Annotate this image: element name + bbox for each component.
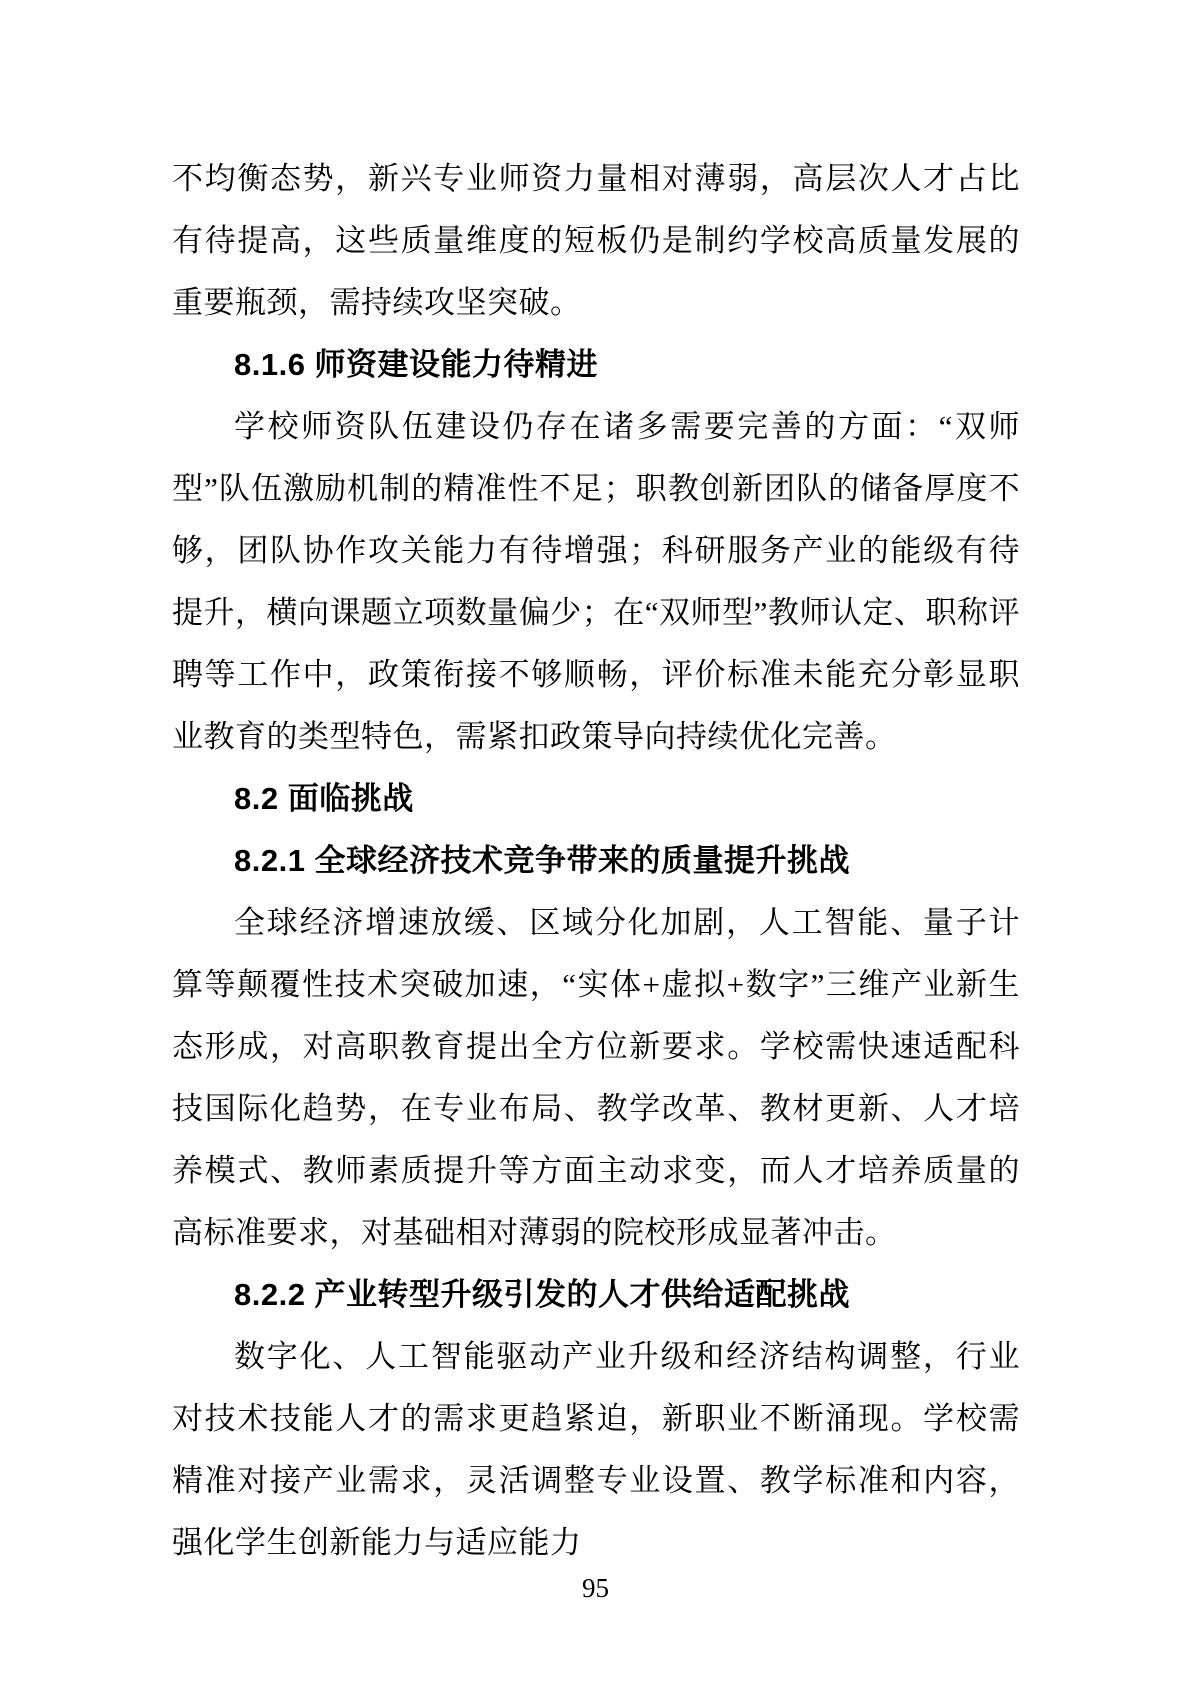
paragraph-talent-supply: 数字化、人工智能驱动产业升级和经济结构调整，行业对技术技能人才的需求更趋紧迫，新职业不断涌现。学校需精准对接产业需求，灵活调整专业设置、教学标准和内容，强化学生创新能力与适应能力: [172, 1339, 1020, 1560]
paragraph-faculty-issues: 学校师资队伍建设仍存在诸多需要完善的方面：“双师型”队伍激励机制的精准性不足；职教创新团队的储备厚度不够，团队协作攻关能力有待增强；科研服务产业的能级有待提升，横向课题立项数量偏少；在“双师型”教师认定、职称评聘等工作中，政策衔接不够顺畅，评价标准未能充分彰显职业教育的类型特色，需紧扣政策导向持续优化完善。: [172, 409, 1020, 754]
heading-8-2-challenges: 8.2 面临挑战: [234, 781, 414, 816]
heading-8-2-1-global-competition: 8.2.1 全球经济技术竞争带来的质量提升挑战: [234, 843, 851, 878]
heading-8-1-6-faculty-building: 8.1.6 师资建设能力待精进: [234, 347, 599, 382]
page-number: 95: [582, 1573, 609, 1603]
paragraph-quality-bottleneck: 不均衡态势，新兴专业师资力量相对薄弱，高层次人才占比有待提高，这些质量维度的短板仍是制约学校高质量发展的重要瓶颈，需持续攻坚突破。: [172, 161, 1020, 320]
paragraph-global-economy: 全球经济增速放缓、区域分化加剧，人工智能、量子计算等颠覆性技术突破加速，“实体+虚拟+数字”三维产业新生态形成，对高职教育提出全方位新要求。学校需快速适配科技国际化趋势，在专业布局、教学改革、教材更新、人才培养模式、教师素质提升等方面主动求变，而人才培养质量的高标准要求，对基础相对薄弱的院校形成显著冲击。: [172, 905, 1020, 1250]
heading-8-2-2-industry-transformation: 8.2.2 产业转型升级引发的人才供给适配挑战: [234, 1277, 851, 1312]
